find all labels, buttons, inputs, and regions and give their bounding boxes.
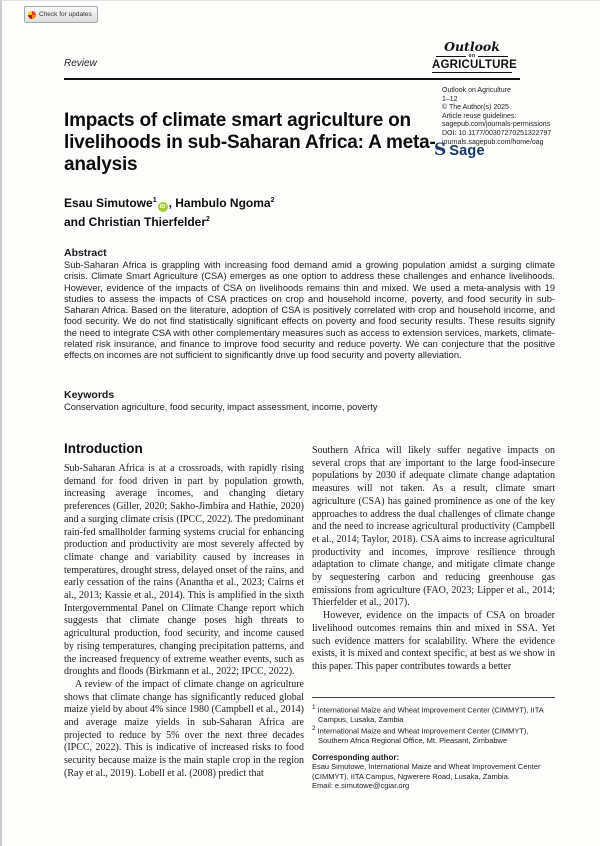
abstract-section xyxy=(64,247,555,362)
corresponding-author-email[interactable]: Email: e.simutowe@cgiar.org xyxy=(312,781,410,791)
abstract-heading: Abstract xyxy=(64,247,107,259)
affiliation-2-text: International Maize and Wheat Improvement Center (CIMMYT), Southern Africa Regional Office, Mt. Pleasant, Zimbabwe xyxy=(317,726,529,745)
copyright-line: © The Author(s) 2025 xyxy=(442,104,509,112)
author-list xyxy=(64,193,444,230)
sage-wordmark: Sage xyxy=(449,142,485,159)
orcid-icon[interactable]: iD xyxy=(158,202,168,212)
intro-paragraph-4: However, evidence on the impacts of CSA on broader livelihood outcomes remains thin and mixed in SSA. Yet such evidence matters for scalability. Where the evidence exists, it is mixed and context specific, at best as we show in this paper. This paper contributes towards a better xyxy=(312,610,555,672)
header-rule xyxy=(64,78,520,80)
keywords-section xyxy=(64,389,555,413)
doi-link[interactable]: DOI: 10.1177/00307270251322797 xyxy=(442,129,552,137)
crossref-icon xyxy=(28,11,36,19)
journal-logo-outlook: Outlook xyxy=(444,39,500,54)
check-for-updates-button[interactable] xyxy=(24,6,98,23)
author-2-name: Hambulo Ngoma xyxy=(175,196,271,210)
check-for-updates-label: Check for updates xyxy=(39,11,92,18)
journal-info-block xyxy=(442,87,572,147)
intro-paragraph-3: Southern Africa will likely suffer negative impacts on several crops that are important to the large food-insecure populations by 2030 if adequate climate change adaptation measures will not taken. As a result, climate smart agriculture (CSA) has gained prominence as one of the key approaches to address the dual challenges of climate change and the need to increase agricultural productivity (Campbell et al., 2014; Taylor, 2018). CSA aims to increase agricultural productivity and incomes, improve resilience through adaptation to climate change, and mitigate climate change by sequestering carbon and reducing greenhouse gas emissions from agriculture (FAO, 2023; Lipper et al., 2014; Thierfelder et al., 2017). xyxy=(312,445,555,609)
journal-logo-agriculture: AGRICULTURE xyxy=(432,59,518,71)
affiliation-2-sup: 2 xyxy=(312,725,316,733)
journal-name: Outlook on Agriculture xyxy=(442,87,511,94)
page-range: 1–12 xyxy=(442,95,458,103)
corresponding-author-heading: Corresponding author: xyxy=(312,753,400,763)
reuse-guidelines-label: Article reuse guidelines: xyxy=(442,112,517,120)
author-2-affiliation-sup: 2 xyxy=(270,197,275,204)
journal-logo xyxy=(432,39,518,73)
footnote-rule xyxy=(312,697,555,698)
body-columns xyxy=(64,441,555,837)
affiliation-2 xyxy=(312,724,555,745)
author-1-affiliation-sup: 1 xyxy=(152,197,157,204)
abstract-text: Sub-Saharan Africa is grappling with increasing food demand amid a growing population amidst a surging climate crisis. Climate Smart Agriculture (CSA) emerges as one option to address these challenges and enhance livelihoods. However, evidence of the impacts of CSA on livelihoods remains thin and mixed. We used a meta-analysis with 19 studies to assess the impacts of CSA practices on crop and household income, poverty, and food security in sub-Saharan Africa. Based on the literature, adoption of CSA is positively correlated with crop and household income, and food security. We do not find statistically significant effects on poverty and food security results. These results signify the need to integrate CSA with other complementary measures such as access to extension services, markets, climate-related risk insurance, and finance to improve food security and reduce poverty. We can conjecture that the positive effects on incomes are not sufficient to significantly drive up food security and poverty alleviation. xyxy=(64,260,555,361)
article-type-label: Review xyxy=(64,58,97,69)
permissions-link[interactable]: sagepub.com/journals-permissions xyxy=(442,121,551,129)
right-column xyxy=(312,445,555,791)
left-column xyxy=(64,441,304,781)
journal-logo-on: on xyxy=(468,53,476,59)
keywords-heading: Keywords xyxy=(64,389,115,401)
article-title: Impacts of climate smart agriculture on livelihoods in sub-Saharan Africa: A meta-analysis xyxy=(64,109,436,175)
logo-line-right xyxy=(478,56,508,57)
footnotes-block xyxy=(312,697,555,790)
keywords-text: Conservation agriculture, food security, impact assessment, income, poverty xyxy=(64,402,378,412)
affiliation-1 xyxy=(312,703,555,724)
affiliation-1-text: International Maize and Wheat Improvement Center (CIMMYT), IITA Campus, Lusaka, Zambia xyxy=(317,705,544,724)
sage-s-icon: S xyxy=(434,140,447,160)
corresponding-author-block xyxy=(312,753,555,790)
author-1-name: Esau Simutowe xyxy=(64,196,153,210)
introduction-heading: Introduction xyxy=(64,441,143,456)
affiliation-1-sup: 1 xyxy=(312,704,316,711)
logo-line-left xyxy=(436,56,466,57)
author-separator: , xyxy=(168,196,176,210)
corresponding-author-text: Esau Simutowe, International Maize and Wheat Improvement Center (CIMMYT), IITA Campus, Ngwerere Road, Lusaka, Zambia. xyxy=(312,762,541,781)
author-3-affiliation-sup: 2 xyxy=(206,216,210,223)
journal-home-link[interactable]: journals.sagepub.com/home/oag xyxy=(442,138,544,146)
intro-paragraph-1: Sub-Saharan Africa is at a crossroads, with rapidly rising demand for food driven in part by population growth, increasing average incomes, and changing dietary preferences (Giller, 2020; Sakho-Jimbira and Hathie, 2020) and a surging climate crisis (IPCC, 2022). The predominant rain-fed smallholder farming systems crucial for enhancing production and productivity are most severely affected by climate change and variability caused by increases in temperatures, drought stress, delayed onset of the rains, and early cessation of the rains (Anantha et al., 2023; Cairns et al., 2013; Kassie et al., 2014). This is amplified in the sixth Intergovernmental Panel on Climate Change report which suggests that climate change poses high threats to agricultural production, food security, and income caused by rising temperatures, changing precipitation patterns, and the increased frequency of extreme weather events, such as droughts and floods (Birkmann et al., 2022; IPCC, 2022). xyxy=(64,463,304,678)
intro-paragraph-2: A review of the impact of climate change on agriculture shows that climate change has significantly reduced global maize yield by about 4% since 1980 (Campbell et al., 2014) and average maize yields in sub-Saharan Africa are projected to reduce by 5% over the next three decades (IPCC, 2022). This is indicative of increased risks to food security because maize is the main staple crop in the region (Ray et al., 2019). Lobell et al. (2008) predict that xyxy=(64,678,304,779)
author-3-name: and Christian Thierfelder xyxy=(64,215,207,229)
